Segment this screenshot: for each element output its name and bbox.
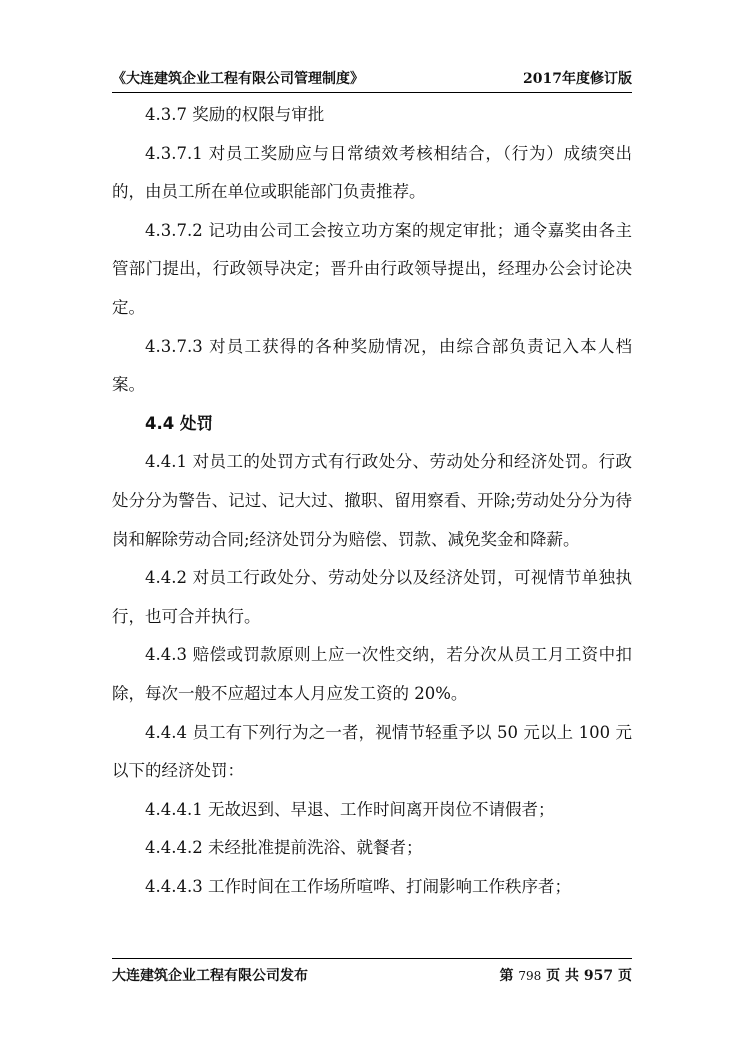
paragraph-4-3-7-3: 4.3.7.3 对员工获得的各种奖励情况，由综合部负责记入本人档案。: [112, 336, 632, 395]
page-mid: 页 共: [546, 968, 580, 984]
paragraph-4-4-4-3: 4.4.4.3 工作时间在工作场所喧哗、打闹影响工作秩序者；: [145, 876, 571, 896]
section-heading-4-3-7: 4.3.7 奖励的权限与审批: [145, 105, 325, 124]
page-prefix: 第: [499, 968, 514, 984]
page-current: 798: [518, 969, 542, 983]
footer-publisher: 大连建筑企业工程有限公司发布: [112, 968, 308, 984]
header-edition: 2017年度修订版: [523, 71, 632, 87]
page-total: 957: [583, 968, 614, 984]
header-title: 《大连建筑企业工程有限公司管理制度》: [112, 71, 364, 87]
paragraph-4-4-3: 4.4.3 赔偿或罚款原则上应一次性交纳，若分次从员工月工资中扣除，每次一般不应超过本人月应发工资的 20%。: [112, 645, 632, 703]
page-number: [499, 965, 632, 985]
page-footer: [112, 958, 632, 984]
document-body: [112, 96, 632, 906]
paragraph-4-3-7-1: 4.3.7.1 对员工奖励应与日常绩效考核相结合，（行为）成绩突出的，由员工所在单位或职能部门负责推荐。: [112, 143, 632, 202]
paragraph-4-4-4: 4.4.4 员工有下列行为之一者，视情节轻重予以 50 元以上 100 元以下的经济处罚：: [112, 722, 632, 781]
page-suffix: 页: [618, 968, 632, 984]
paragraph-4-3-7-2: 4.3.7.2 记功由公司工会按立功方案的规定审批；通令嘉奖由各主管部门提出，行政领导决定；晋升由行政领导提出，经理办公会讨论决定。: [112, 220, 632, 317]
section-heading-4-4: 4.4 处罚: [145, 413, 213, 433]
paragraph-4-4-4-1: 4.4.4.1 无故迟到、早退、工作时间离开岗位不请假者；: [145, 799, 555, 819]
paragraph-4-4-4-2: 4.4.4.2 未经批准提前洗浴、就餐者；: [145, 838, 423, 858]
page-header: [112, 66, 632, 93]
paragraph-4-4-2: 4.4.2 对员工行政处分、劳动处分以及经济处罚，可视情节单独执行，也可合并执行。: [112, 568, 632, 626]
paragraph-4-4-1: 4.4.1 对员工的处罚方式有行政处分、劳动处分和经济处罚。行政处分分为警告、记过、记大过、撤职、留用察看、开除;劳动处分分为待岗和解除劳动合同;经济处罚分为赔偿、罚款、减免奖金和降薪。: [112, 452, 632, 549]
